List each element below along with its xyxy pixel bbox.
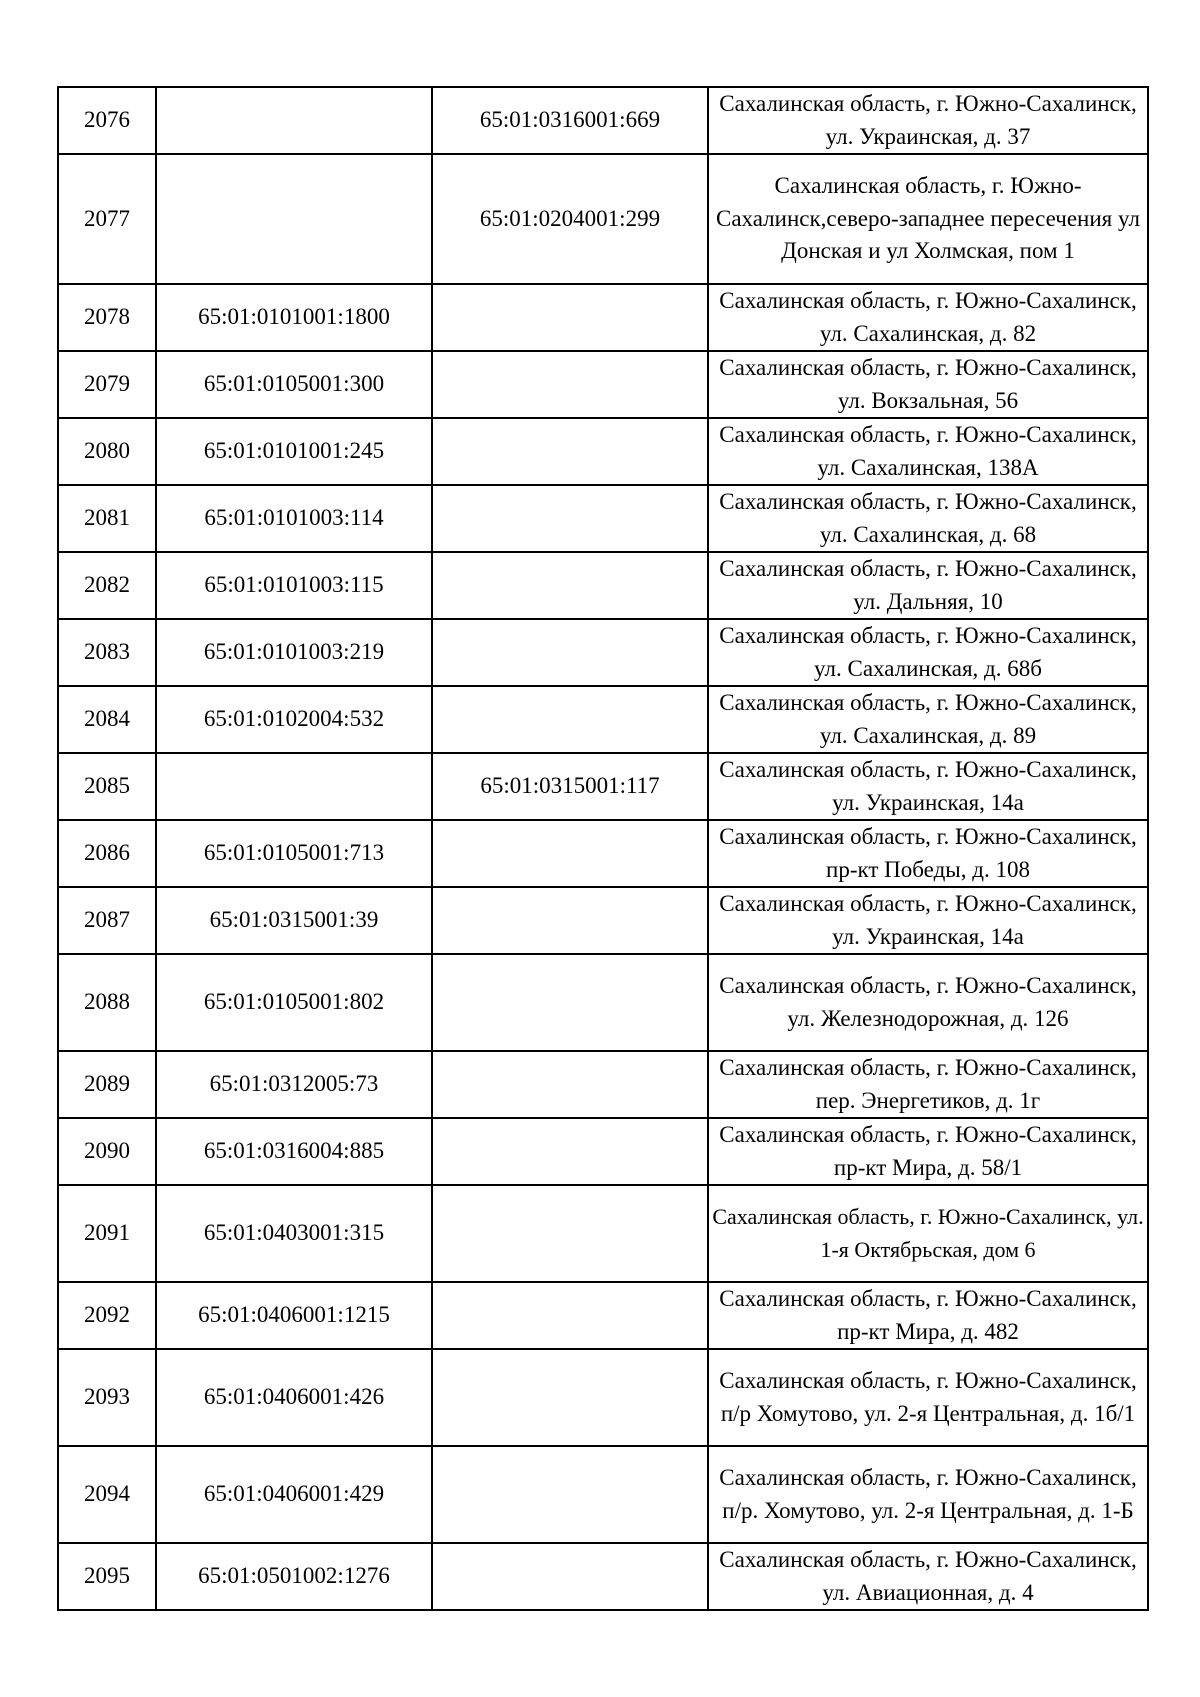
- cadastral-number-1: 65:01:0102004:532: [156, 686, 432, 753]
- row-number: 2092: [58, 1282, 156, 1349]
- cadastral-number-1: 65:01:0406001:429: [156, 1446, 432, 1543]
- cadastral-number-2: [432, 418, 708, 485]
- cadastral-number-2: 65:01:0316001:669: [432, 87, 708, 154]
- address: Сахалинская область, г. Южно-Сахалинск, пер. Энергетиков, д. 1г: [708, 1051, 1148, 1118]
- address: Сахалинская область, г. Южно-Сахалинск, ул. Сахалинская, д. 82: [708, 284, 1148, 351]
- address: Сахалинская область, г. Южно-Сахалинск,северо-западнее пересечения ул Донская и ул Холмская, пом 1: [708, 154, 1148, 284]
- row-number: 2076: [58, 87, 156, 154]
- address: Сахалинская область, г. Южно-Сахалинск, пр-кт Победы, д. 108: [708, 820, 1148, 887]
- table-row: [58, 753, 1148, 820]
- cadastral-number-2: [432, 284, 708, 351]
- table-row: [58, 552, 1148, 619]
- table-row: [58, 154, 1148, 284]
- cadastral-number-2: [432, 1051, 708, 1118]
- row-number: 2084: [58, 686, 156, 753]
- table-row: [58, 954, 1148, 1051]
- row-number: 2079: [58, 351, 156, 418]
- cadastral-number-2: [432, 1185, 708, 1282]
- row-number: 2083: [58, 619, 156, 686]
- cadastral-number-1: 65:01:0105001:713: [156, 820, 432, 887]
- cadastral-number-2: [432, 1543, 708, 1610]
- address: Сахалинская область, г. Южно-Сахалинск, п/р Хомутово, ул. 2-я Центральная, д. 1б/1: [708, 1349, 1148, 1446]
- cadastral-number-1: 65:01:0316004:885: [156, 1118, 432, 1185]
- row-number: 2081: [58, 485, 156, 552]
- address: Сахалинская область, г. Южно-Сахалинск, ул. Сахалинская, д. 68: [708, 485, 1148, 552]
- cadastral-number-1: 65:01:0105001:300: [156, 351, 432, 418]
- table-row: [58, 87, 1148, 154]
- table-row: [58, 1282, 1148, 1349]
- cadastral-number-1: 65:01:0101003:219: [156, 619, 432, 686]
- row-number: 2090: [58, 1118, 156, 1185]
- table-row: [58, 686, 1148, 753]
- registry-table: [57, 86, 1149, 1611]
- cadastral-number-2: [432, 1349, 708, 1446]
- table-row: [58, 1051, 1148, 1118]
- cadastral-number-2: [432, 619, 708, 686]
- cadastral-number-2: [432, 686, 708, 753]
- table-row: [58, 1349, 1148, 1446]
- cadastral-number-2: 65:01:0315001:117: [432, 753, 708, 820]
- row-number: 2094: [58, 1446, 156, 1543]
- registry-table-body: [58, 87, 1148, 1610]
- row-number: 2088: [58, 954, 156, 1051]
- address: Сахалинская область, г. Южно-Сахалинск, ул. Железнодорожная, д. 126: [708, 954, 1148, 1051]
- cadastral-number-1: 65:01:0101003:114: [156, 485, 432, 552]
- row-number: 2080: [58, 418, 156, 485]
- address: Сахалинская область, г. Южно-Сахалинск, ул. Украинская, д. 37: [708, 87, 1148, 154]
- cadastral-number-2: [432, 954, 708, 1051]
- table-row: [58, 1185, 1148, 1282]
- cadastral-number-1: 65:01:0101001:245: [156, 418, 432, 485]
- address: Сахалинская область, г. Южно-Сахалинск, ул. Украинская, 14а: [708, 887, 1148, 954]
- row-number: 2087: [58, 887, 156, 954]
- row-number: 2085: [58, 753, 156, 820]
- address: Сахалинская область, г. Южно-Сахалинск, ул. Украинская, 14а: [708, 753, 1148, 820]
- table-row: [58, 418, 1148, 485]
- row-number: 2095: [58, 1543, 156, 1610]
- address: Сахалинская область, г. Южно-Сахалинск, ул. Сахалинская, 138А: [708, 418, 1148, 485]
- row-number: 2077: [58, 154, 156, 284]
- table-row: [58, 887, 1148, 954]
- row-number: 2093: [58, 1349, 156, 1446]
- address: Сахалинская область, г. Южно-Сахалинск, ул. Сахалинская, д. 68б: [708, 619, 1148, 686]
- address: Сахалинская область, г. Южно-Сахалинск, ул. Вокзальная, 56: [708, 351, 1148, 418]
- cadastral-number-1: 65:01:0403001:315: [156, 1185, 432, 1282]
- table-row: [58, 1543, 1148, 1610]
- row-number: 2086: [58, 820, 156, 887]
- cadastral-number-1: [156, 753, 432, 820]
- cadastral-number-2: [432, 887, 708, 954]
- address: Сахалинская область, г. Южно-Сахалинск, ул. 1-я Октябрьская, дом 6: [708, 1185, 1148, 1282]
- cadastral-number-2: [432, 1282, 708, 1349]
- cadastral-number-2: [432, 485, 708, 552]
- address: Сахалинская область, г. Южно-Сахалинск, пр-кт Мира, д. 58/1: [708, 1118, 1148, 1185]
- address: Сахалинская область, г. Южно-Сахалинск, п/р. Хомутово, ул. 2-я Центральная, д. 1-Б: [708, 1446, 1148, 1543]
- row-number: 2082: [58, 552, 156, 619]
- row-number: 2089: [58, 1051, 156, 1118]
- address: Сахалинская область, г. Южно-Сахалинск, пр-кт Мира, д. 482: [708, 1282, 1148, 1349]
- table-row: [58, 351, 1148, 418]
- cadastral-number-1: 65:01:0406001:426: [156, 1349, 432, 1446]
- row-number: 2091: [58, 1185, 156, 1282]
- cadastral-number-1: 65:01:0101001:1800: [156, 284, 432, 351]
- cadastral-number-2: [432, 552, 708, 619]
- cadastral-number-2: [432, 1118, 708, 1185]
- table-row: [58, 820, 1148, 887]
- cadastral-number-1: 65:01:0406001:1215: [156, 1282, 432, 1349]
- table-row: [58, 619, 1148, 686]
- cadastral-number-1: 65:01:0312005:73: [156, 1051, 432, 1118]
- cadastral-number-1: 65:01:0101003:115: [156, 552, 432, 619]
- cadastral-number-1: 65:01:0501002:1276: [156, 1543, 432, 1610]
- table-row: [58, 284, 1148, 351]
- cadastral-number-1: [156, 154, 432, 284]
- cadastral-number-2: [432, 820, 708, 887]
- table-row: [58, 485, 1148, 552]
- table-row: [58, 1118, 1148, 1185]
- cadastral-number-1: 65:01:0315001:39: [156, 887, 432, 954]
- address: Сахалинская область, г. Южно-Сахалинск, ул. Дальняя, 10: [708, 552, 1148, 619]
- cadastral-number-2: 65:01:0204001:299: [432, 154, 708, 284]
- address: Сахалинская область, г. Южно-Сахалинск, ул. Авиационная, д. 4: [708, 1543, 1148, 1610]
- table-row: [58, 1446, 1148, 1543]
- cadastral-number-1: 65:01:0105001:802: [156, 954, 432, 1051]
- cadastral-number-2: [432, 351, 708, 418]
- cadastral-number-1: [156, 87, 432, 154]
- cadastral-number-2: [432, 1446, 708, 1543]
- row-number: 2078: [58, 284, 156, 351]
- address: Сахалинская область, г. Южно-Сахалинск, ул. Сахалинская, д. 89: [708, 686, 1148, 753]
